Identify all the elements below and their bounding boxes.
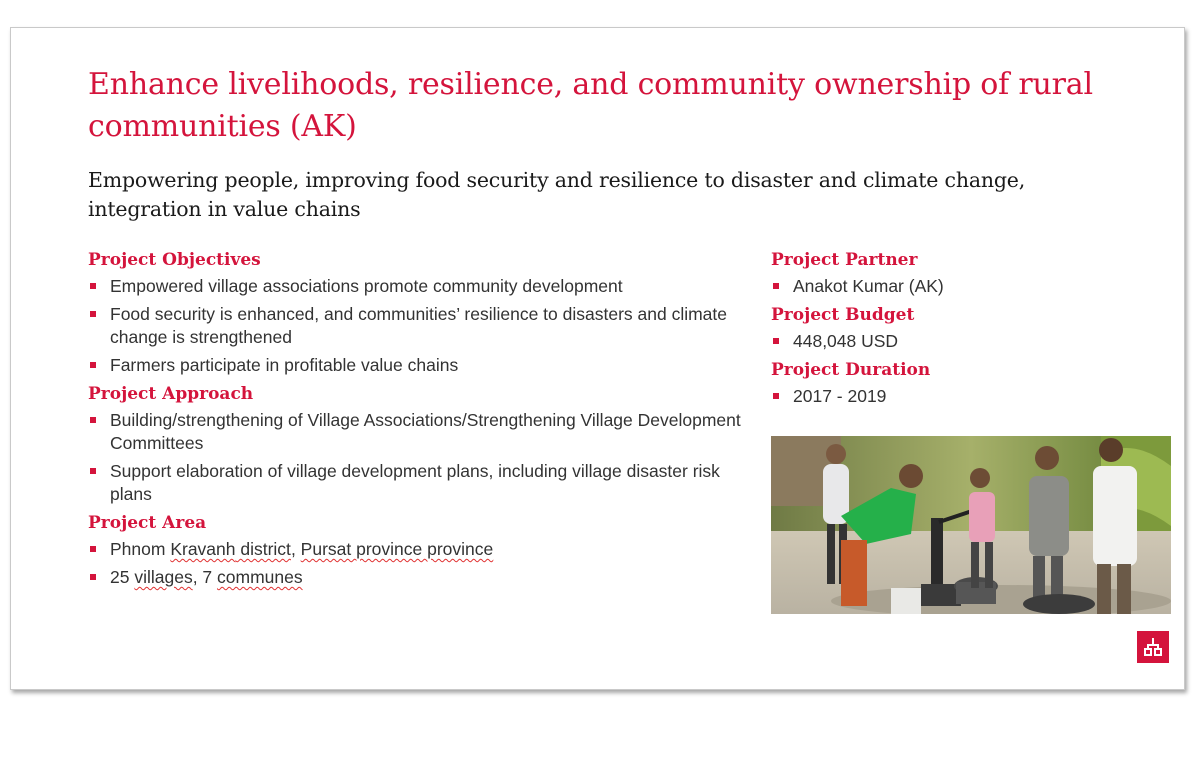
area-text-part: 25: [110, 567, 135, 587]
area-text-part: Kravanh: [170, 539, 236, 559]
bullet-square-icon: [90, 311, 96, 317]
bullet-square-icon: [90, 362, 96, 368]
partner-value: Anakot Kumar (AK): [793, 276, 944, 296]
bullet-square-icon: [773, 283, 779, 289]
list-item: [88, 409, 748, 455]
area-text-part: Pursat province province: [300, 539, 494, 559]
village-water-pump-photo: [771, 436, 1171, 614]
duration-heading: Project Duration: [771, 360, 931, 380]
bullet-square-icon: [90, 546, 96, 552]
area-text-part: Phnom: [110, 539, 171, 559]
right-column: [771, 248, 1171, 413]
list-item: [88, 354, 748, 377]
objective-text: Farmers participate in profitable value chains: [110, 355, 459, 375]
slide: [10, 27, 1185, 690]
area-text: [110, 567, 303, 587]
list-item: [771, 385, 1171, 408]
budget-list: [771, 330, 1171, 353]
bullet-square-icon: [90, 574, 96, 580]
organization-logo-icon: [1137, 631, 1169, 663]
approach-text: Building/strengthening of Village Associations/Strengthening Village Development Committees: [110, 410, 741, 453]
bullet-square-icon: [773, 393, 779, 399]
approach-heading: Project Approach: [88, 384, 254, 404]
list-item: [88, 538, 748, 561]
area-text: [110, 539, 493, 559]
slide-title: Enhance livelihoods, resilience, and community ownership of rural communities (AK): [88, 67, 1093, 144]
duration-value: 2017 - 2019: [793, 386, 887, 406]
bullet-square-icon: [90, 283, 96, 289]
list-item: [88, 303, 748, 349]
area-text-part: villages: [134, 567, 193, 587]
bullet-square-icon: [773, 338, 779, 344]
partner-heading: Project Partner: [771, 250, 918, 270]
approach-text: Support elaboration of village development plans, including village disaster risk plans: [110, 461, 720, 504]
area-text-part: ,: [290, 539, 301, 559]
area-text-part: communes: [217, 567, 303, 587]
list-item: [88, 460, 748, 506]
bullet-square-icon: [90, 468, 96, 474]
area-text-part: district: [235, 539, 291, 559]
list-item: [88, 275, 748, 298]
budget-value: 448,048 USD: [793, 331, 899, 351]
area-heading: Project Area: [88, 513, 207, 533]
list-item: [88, 566, 748, 589]
slide-subtitle: Empowering people, improving food security and resilience to disaster and climate change, integration in value chains: [88, 168, 1026, 221]
area-list: [88, 538, 748, 589]
list-item: [771, 275, 1171, 298]
partner-list: [771, 275, 1171, 298]
objective-text: Empowered village associations promote community development: [110, 276, 623, 296]
budget-heading: Project Budget: [771, 305, 915, 325]
area-text-part: , 7: [192, 567, 218, 587]
objectives-list: [88, 275, 748, 377]
bullet-square-icon: [90, 417, 96, 423]
left-column: [88, 248, 748, 594]
approach-list: [88, 409, 748, 506]
list-item: [771, 330, 1171, 353]
objective-text: Food security is enhanced, and communities’ resilience to disasters and climate change is strengthened: [110, 304, 728, 347]
duration-list: [771, 385, 1171, 408]
objectives-heading: Project Objectives: [88, 250, 261, 270]
